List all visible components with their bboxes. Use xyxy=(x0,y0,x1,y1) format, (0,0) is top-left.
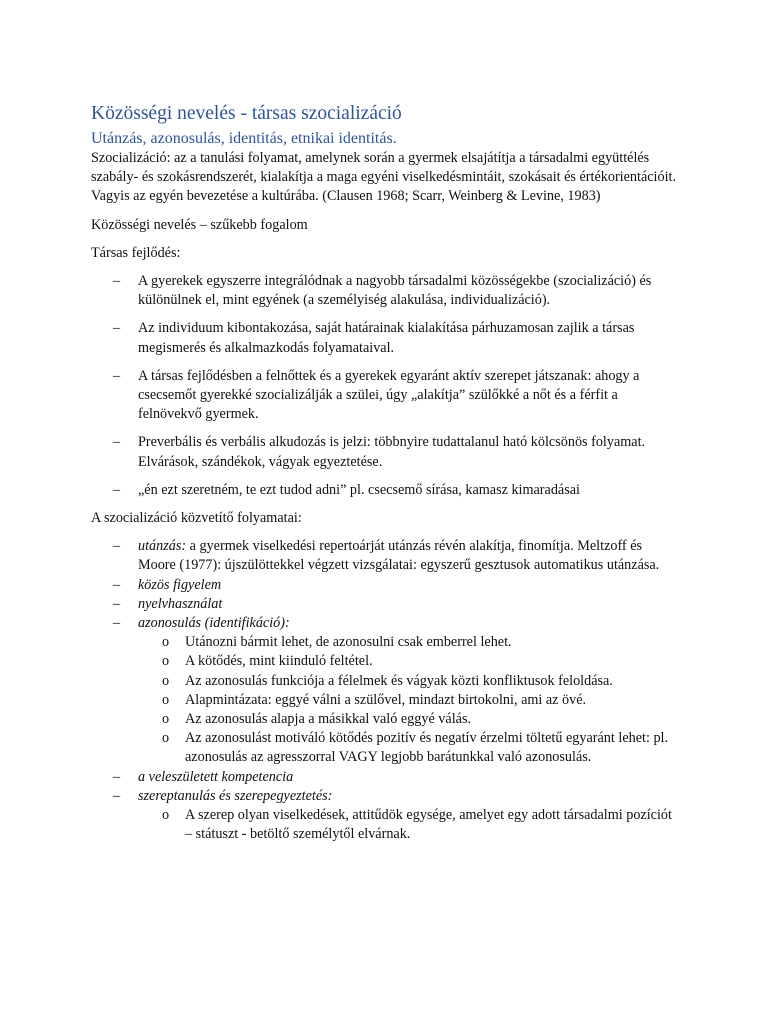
list-item-text: Az individuum kibontakozása, saját határainak kialakítása párhuzamosan zajlik a társas megismerés és alkalmazkodás folyamataival. xyxy=(138,320,635,356)
innate-competence-term: a veleszületett kompetencia xyxy=(138,768,294,785)
social-dev-label: Társas fejlődés: xyxy=(91,244,181,261)
list-item xyxy=(91,481,681,500)
list-item xyxy=(91,768,681,787)
circle-marker: o xyxy=(162,653,170,670)
circle-marker: o xyxy=(162,711,170,728)
sublist-item xyxy=(138,710,681,729)
joint-attention-term: közös figyelem xyxy=(138,576,222,593)
dash-marker: – xyxy=(113,538,121,555)
list-item-text: Preverbális és verbális alkudozás is jelzi: többnyire tudattalanul ható kölcsönös folyamat. Elvárások, szándékok, vágyak egyeztetése. xyxy=(138,434,646,470)
social-dev-list xyxy=(91,272,681,500)
sublist-item-text: A szerep olyan viselkedések, attitűdök egysége, amelyet egy adott társadalmi pozíciót – státuszt - betöltő személytől elvárnak. xyxy=(185,807,672,843)
sublist-item-text: Az azonosulás funkciója a félelmek és vágyak közti konfliktusok feloldása. xyxy=(185,672,613,689)
imitation-text: a gyermek viselkedési repertoárját utánzás révén alakítja, finomítja. Meltzoff és Moore (1977): újszülöttekkel végzett vizsgálatai: egyszerű gesztusok automatikus utánzása. xyxy=(138,538,660,574)
sublist-item xyxy=(138,672,681,691)
circle-marker: o xyxy=(162,672,170,689)
document-body xyxy=(91,102,681,845)
list-item xyxy=(91,576,681,595)
dash-marker: – xyxy=(113,595,121,612)
circle-marker: o xyxy=(162,807,170,824)
community-line: Közösségi nevelés – szűkebb fogalom xyxy=(91,216,308,233)
language-use-term: nyelvhasználat xyxy=(138,595,223,612)
sublist-item-text: Utánozni bármit lehet, de azonosulni csak emberrel lehet. xyxy=(185,634,512,651)
sublist-item-text: A kötődés, mint kiinduló feltétel. xyxy=(185,653,373,670)
role-learning-term: szereptanulás és szerepegyeztetés: xyxy=(138,787,333,804)
sublist-item-text: Az azonosulás alapja a másikkal való eggyé válás. xyxy=(185,711,472,728)
mediators-list xyxy=(91,537,681,844)
list-item xyxy=(91,272,681,310)
circle-marker: o xyxy=(162,691,170,708)
role-learning-sublist xyxy=(138,806,681,844)
sublist-item-text: Alapmintázata: eggyé válni a szülővel, mindazt birtokolni, ami az övé. xyxy=(185,691,587,708)
dash-marker: – xyxy=(113,320,121,337)
list-item xyxy=(91,787,681,845)
dash-marker: – xyxy=(113,481,121,498)
sublist-item xyxy=(138,729,681,767)
circle-marker: o xyxy=(162,634,170,651)
dash-marker: – xyxy=(113,615,121,632)
sublist-item xyxy=(138,806,681,844)
identification-sublist xyxy=(138,633,681,767)
list-item xyxy=(91,595,681,614)
imitation-term: utánzás: xyxy=(138,538,187,555)
identification-term: azonosulás (identifikáció): xyxy=(138,615,290,632)
page-subtitle: Utánzás, azonosulás, identitás, etnikai identitás. xyxy=(91,130,397,147)
list-item xyxy=(91,537,681,575)
list-item-text: „én ezt szeretném, te ezt tudod adni” pl. csecsemő sírása, kamasz kimaradásai xyxy=(138,481,580,498)
sublist-item-text: Az azonosulást motiváló kötődés pozitív és negatív érzelmi töltetű egyaránt lehet: pl. azonosulás az agresszorral VAGY legjobb barátunkkal való azonosulás. xyxy=(185,730,669,766)
dash-marker: – xyxy=(113,787,121,804)
list-item-text: A gyerekek egyszerre integrálódnak a nagyobb társadalmi közösségekbe (szocializáció) és különülnek el, mint egyének (a személyiség alakulása, individualizáció). xyxy=(138,273,652,309)
page-title: Közösségi nevelés - társas szocializáció xyxy=(91,103,402,124)
sublist-item xyxy=(138,691,681,710)
sublist-item xyxy=(138,633,681,652)
intro-paragraph: Szocializáció: az a tanulási folyamat, amelynek során a gyermek elsajátítja a társadalmi együttélés szabály- és szokásrendszerét, kialakítja a maga egyéni viselkedésmintáit, szokásait és értékorientációit. Vagyis az egyén bevezetése a kultúrába. (Clausen 1968; Scarr, Weinberg & Levine, 1983) xyxy=(91,150,677,205)
dash-marker: – xyxy=(113,367,121,384)
dash-marker: – xyxy=(113,273,121,290)
list-item xyxy=(91,614,681,768)
list-item xyxy=(91,319,681,357)
sublist-item xyxy=(138,652,681,671)
dash-marker: – xyxy=(113,434,121,451)
mediators-label: A szocializáció közvetítő folyamatai: xyxy=(91,510,302,527)
list-item xyxy=(91,367,681,425)
dash-marker: – xyxy=(113,576,121,593)
list-item-text: A társas fejlődésben a felnőttek és a gyerekek egyaránt aktív szerepet játszanak: ahogy a csecsemőt gyerekké szocializálják a szülei, úgy „alakítja” szülőkké a nőt és a férfit a felnövekvő gyermek. xyxy=(138,367,640,423)
list-item xyxy=(91,433,681,471)
circle-marker: o xyxy=(162,730,170,747)
dash-marker: – xyxy=(113,768,121,785)
